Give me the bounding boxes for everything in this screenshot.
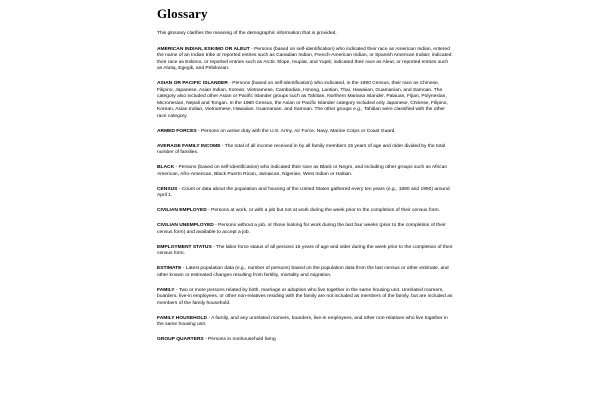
glossary-entry bbox=[157, 266, 453, 279]
glossary-entry bbox=[157, 81, 453, 120]
glossary-entry-list bbox=[157, 47, 453, 344]
glossary-entry bbox=[157, 245, 453, 258]
glossary-separator: - bbox=[211, 244, 216, 250]
glossary-separator: - bbox=[177, 186, 182, 192]
glossary-term: ARMED FORCES bbox=[157, 128, 197, 134]
glossary-definition: Persons (based on self-identification) who indicated their race as American Indian, entered the name of an Indian tribe or reported entries such as Canadian Indian, French-American Indian, or Spanish American Indian; indicated their race as Eskimo, or reported entries such as Arctic Slope, Inupiat, and Yupik; indicated their race as Aleut, or reported entries such as Alutiq, Egegik, and Pribilovian. bbox=[157, 46, 452, 72]
glossary-term: BLACK bbox=[157, 165, 175, 171]
glossary-term: ESTIMATE bbox=[157, 266, 182, 272]
glossary-definition: The total of all income received in by all family members 15 years of age and older divided by the total number of families. bbox=[157, 143, 446, 156]
glossary-definition: Count or data about the population and housing of the United States gathered every ten years (e.g., 1980 and 1990) around April 1. bbox=[157, 186, 450, 199]
glossary-term: AMERICAN INDIAN, ESKIMO OR ALEUT bbox=[157, 46, 250, 52]
glossary-definition: Latest population data (e.g., number of persons) based on the population data from the last census or other estimate, and other known or estimated changes resulting from fertility, mortality and migration. bbox=[157, 266, 449, 278]
glossary-term: GROUP QUARTERS bbox=[157, 337, 204, 343]
glossary-term: ASIAN OR PACIFIC ISLANDER bbox=[157, 81, 228, 87]
glossary-definition: Persons (based on self-identification) who indicated their race as Black or Negro, and including other groups such as African American, Afro-American, Black Puerto Rican, Jamaican, Nigerian, West Indian or Haitian. bbox=[157, 165, 448, 177]
glossary-definition: Two or more persons related by birth, marriage or adoption who live together in the same housing unit. Unrelated roomers, boarders, live-in employees, or other non-relatives residing with the family are not included as members of the family, but are included as members of the family household. bbox=[157, 287, 453, 306]
glossary-separator: - bbox=[207, 315, 212, 321]
glossary-definition: Persons in nonhousehold living bbox=[208, 337, 276, 343]
glossary-separator: - bbox=[174, 165, 179, 171]
glossary-definition: Persons at work, or with a job but not at work during the week prior to the completion of their census form. bbox=[211, 208, 440, 214]
glossary-entry bbox=[157, 187, 453, 200]
glossary-separator: - bbox=[181, 266, 186, 272]
glossary-entry bbox=[157, 337, 453, 344]
glossary-entry bbox=[157, 223, 453, 236]
glossary-term: FAMILY bbox=[157, 287, 175, 293]
glossary-entry bbox=[157, 165, 453, 178]
glossary-entry bbox=[157, 129, 453, 136]
glossary-entry bbox=[157, 144, 453, 157]
glossary-definition: Persons on active duty with the U.S. Army, Air Force, Navy, Marine Corps or Coast Guard. bbox=[201, 128, 396, 134]
document-body bbox=[157, 6, 453, 352]
glossary-term: CIVILIAN UNEMPLOYED bbox=[157, 223, 214, 229]
glossary-entry bbox=[157, 47, 453, 73]
glossary-entry bbox=[157, 208, 453, 215]
intro-paragraph: This glossary clarifies the meaning of the demographic information that is provided. bbox=[157, 31, 337, 36]
glossary-term: CENSUS bbox=[157, 186, 178, 192]
glossary-term: EMPLOYMENT STATUS bbox=[157, 244, 212, 250]
glossary-term: AVERAGE FAMILY INCOME bbox=[157, 143, 221, 149]
glossary-entry bbox=[157, 288, 453, 308]
glossary-separator: - bbox=[174, 287, 179, 293]
glossary-separator: - bbox=[227, 81, 233, 87]
glossary-term: CIVILIAN EMPLOYED bbox=[157, 208, 207, 214]
glossary-definition: A family, and any unrelated roomers, boarders, live-in employees, and other non-relatives who live together in the same housing unit. bbox=[157, 315, 448, 328]
glossary-separator: - bbox=[220, 143, 225, 149]
glossary-separator: - bbox=[213, 223, 219, 229]
glossary-term: FAMILY HOUSEHOLD bbox=[157, 315, 207, 321]
glossary-definition: Persons (based on self-identification) who indicated, in the 1990 Census, their race as Chinese, Filipino, Japanese, Asian Indian, Korean, Vietnamese, Cambodian, Hmong, Laotian, Thai, Hawaiian, Guamanian, and Samoan. The category also included other Asian or Pacific Islander groups such as Tahitian, Northern Mariana Islander, Palauan, Fijian, Polynesian, Micronesian, Nepali and Tongan. In the 1980 Census, the Asian or Pacific Islander category included only Japanese, Chinese, Filipino, Korean, Asian Indian, Vietnamese, Hawaiian, Guamanian, and Samoan. The other groups e.g., Tahitian were classified with the other race category. bbox=[157, 81, 448, 119]
glossary-definition: Persons without a job, or those looking for work during the last four weeks (prior to the completion of their census form) and available to accept a job. bbox=[157, 223, 446, 235]
glossary-separator: - bbox=[206, 208, 212, 214]
page-title: Glossary bbox=[157, 6, 208, 21]
glossary-separator: - bbox=[196, 128, 202, 134]
glossary-entry bbox=[157, 316, 453, 329]
glossary-definition: The labor force status of all persons 16 years of age and older during the week prior to the completion of their census form. bbox=[157, 244, 453, 257]
glossary-separator: - bbox=[203, 337, 209, 343]
glossary-separator: - bbox=[249, 46, 255, 52]
